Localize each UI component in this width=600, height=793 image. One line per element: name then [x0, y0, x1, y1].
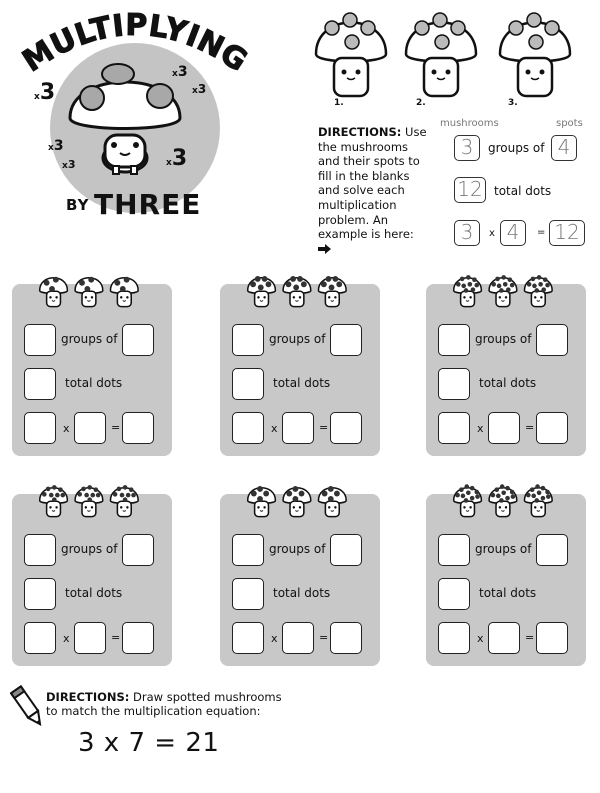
mushroom-spot: [251, 491, 257, 497]
mushroom-icon: [40, 485, 68, 517]
mushroom-icon: [318, 486, 346, 517]
mushroom-spot: [290, 276, 296, 282]
groups-input-box[interactable]: [232, 534, 264, 566]
mushroom-spot: [505, 496, 510, 501]
mushroom-spot: [503, 282, 508, 287]
mushroom-spot: [459, 487, 464, 492]
mushroom-group-icon: [22, 482, 162, 522]
groups-input-box[interactable]: [438, 324, 470, 356]
problem-card: [12, 494, 172, 666]
mushroom-spot: [329, 284, 335, 290]
mushroom-spot: [545, 490, 550, 495]
mushroom-spot: [495, 277, 500, 282]
total-input-box[interactable]: [232, 368, 264, 400]
mushroom-spot: [455, 493, 460, 498]
mushroom-spot: [120, 286, 126, 292]
mushroom-icon: [40, 277, 68, 307]
mushroom-spot: [464, 288, 469, 293]
mushroom-spot: [530, 487, 535, 492]
example-number: 3.: [508, 98, 518, 108]
mushroom-spot: [286, 491, 292, 497]
factor-b-input-box[interactable]: [282, 622, 314, 654]
example-times: x: [489, 228, 495, 239]
mushroom-spot: [55, 493, 60, 498]
spots-input-box[interactable]: [122, 534, 154, 566]
example-equals: =: [537, 227, 546, 238]
mushroom-icon: [489, 275, 517, 307]
mushroom-group-icon: [230, 482, 370, 522]
factor-b-input-box[interactable]: [74, 412, 106, 444]
mushroom-spot: [328, 486, 334, 492]
groups-input-box[interactable]: [24, 324, 56, 356]
factor-a-input-box[interactable]: [24, 412, 56, 444]
mushroom-spot: [292, 496, 298, 502]
mushroom-spot: [44, 280, 50, 286]
mushroom-spot: [299, 491, 305, 497]
bottom-equation: 3 x 7 = 21: [78, 728, 220, 758]
bottom-directions: [46, 690, 282, 718]
mushroom-group-icon: [436, 482, 576, 522]
example-total-box: 12: [454, 177, 486, 203]
total-dots-label: total dots: [65, 376, 123, 390]
mushroom-spot: [123, 497, 128, 502]
mushroom-group-icon: [230, 272, 370, 312]
mushroom-spot: [506, 287, 511, 292]
product-input-box[interactable]: [122, 412, 154, 444]
mushroom-spot: [292, 486, 298, 492]
mushroom-spot: [472, 277, 477, 282]
factor-a-input-box[interactable]: [24, 622, 56, 654]
equals-sign: =: [525, 631, 535, 644]
equals-sign: =: [319, 421, 329, 434]
product-input-box[interactable]: [536, 412, 568, 444]
groups-of-label: groups of: [61, 332, 118, 346]
problem-card: [426, 494, 586, 666]
total-dots-label: total dots: [273, 376, 331, 390]
example-eq-b: 4: [500, 220, 526, 246]
example-number: 1.: [334, 98, 344, 108]
spots-input-box[interactable]: [330, 534, 362, 566]
title-three: THREE: [94, 188, 202, 221]
mushroom-spot: [460, 277, 465, 282]
groups-input-box[interactable]: [438, 534, 470, 566]
mushroom-spot: [491, 282, 496, 287]
mushroom-spot: [531, 494, 536, 499]
mushroom-icon: [110, 277, 138, 307]
mushroom-spot: [84, 286, 90, 292]
mushroom-spot: [53, 277, 59, 283]
mushroom-spot: [266, 281, 272, 287]
mushroom-spot: [526, 493, 531, 498]
example-number: 2.: [416, 98, 426, 108]
mushroom-spot: [113, 492, 118, 497]
equals-sign: =: [111, 421, 121, 434]
mushroom-icon: [110, 485, 138, 517]
mushroom-spot: [464, 498, 469, 503]
total-dots-label: total dots: [65, 586, 123, 600]
times-sign: x: [63, 422, 70, 435]
mushroom-group-icon: [22, 272, 162, 312]
mushroom-spot: [496, 494, 501, 499]
example-mushrooms: [312, 6, 596, 114]
mushroom-spot: [501, 490, 506, 495]
problem-card: [220, 494, 380, 666]
groups-of-label: groups of: [475, 542, 532, 556]
mushroom-spot: [499, 498, 504, 503]
mushroom-spot: [123, 485, 128, 490]
factor-a-input-box[interactable]: [232, 412, 264, 444]
mushroom-spot: [494, 487, 499, 492]
factor-b-input-box[interactable]: [282, 412, 314, 444]
mushroom-spot: [470, 486, 475, 491]
mushroom-spot: [545, 283, 550, 288]
groups-of-label: groups of: [269, 542, 326, 556]
mushroom-spot: [511, 494, 516, 499]
mushroom-spot: [466, 490, 471, 495]
pencil-icon: [10, 684, 46, 730]
spots-input-box[interactable]: [330, 324, 362, 356]
mushroom-spot: [510, 283, 515, 288]
mushroom-spot: [81, 487, 86, 492]
spots-input-box[interactable]: [536, 324, 568, 356]
mushroom-icon: [524, 484, 552, 516]
groups-of-label: groups of: [269, 332, 326, 346]
mushroom-spot: [52, 485, 57, 490]
mushroom-spot: [262, 276, 268, 282]
total-input-box[interactable]: [438, 368, 470, 400]
mushroom-spot: [541, 496, 546, 501]
mushroom-spot: [257, 486, 263, 492]
product-input-box[interactable]: [330, 412, 362, 444]
total-input-box[interactable]: [438, 578, 470, 610]
mushroom-spot: [491, 493, 496, 498]
mushroom-spot: [293, 284, 299, 290]
mushroom-icon: [248, 276, 276, 307]
factor-a-input-box[interactable]: [232, 622, 264, 654]
mushroom-spot: [301, 281, 307, 287]
mushroom-spot: [117, 487, 122, 492]
mushroom-spot: [499, 288, 504, 293]
mushroom-spot: [466, 275, 471, 280]
mushroom-group-icon: [436, 272, 576, 312]
mushroom-spot: [474, 283, 479, 288]
mushroom-spot: [126, 493, 131, 498]
bottom-directions-heading: DIRECTIONS:: [46, 690, 130, 704]
mushroom-spot: [508, 277, 513, 282]
mushroom-spot: [534, 288, 539, 293]
mushroom-spot: [543, 277, 548, 282]
times-sign: x: [63, 632, 70, 645]
mushroom-icon: [283, 276, 311, 307]
mushroom-spot: [326, 276, 332, 282]
mushroom-spot: [322, 491, 328, 497]
factor-b-input-box[interactable]: [74, 622, 106, 654]
title-text: MULTIPLYING: [16, 7, 254, 80]
mushroom-spot: [541, 486, 546, 491]
factor-b-input-box[interactable]: [488, 622, 520, 654]
mushroom-spot: [336, 281, 342, 287]
mushroom-icon: [489, 484, 517, 516]
total-input-box[interactable]: [24, 368, 56, 400]
mushroom-spot: [297, 276, 303, 282]
problem-card: [426, 284, 586, 456]
mushroom-spot: [471, 287, 476, 292]
example-groups-of: groups of: [488, 141, 545, 155]
mushroom-spot: [510, 490, 515, 495]
mushroom-spot: [497, 284, 502, 289]
mushroom-spot: [131, 493, 136, 498]
x3-label: x3: [34, 80, 56, 105]
mushroom-spot: [534, 498, 539, 503]
mushroom-spot: [500, 484, 505, 489]
directions-text: [318, 125, 428, 256]
mushroom-icon: [283, 486, 311, 517]
product-input-box[interactable]: [536, 622, 568, 654]
factor-b-input-box[interactable]: [488, 412, 520, 444]
equals-sign: =: [319, 631, 329, 644]
mushroom-spot: [124, 277, 130, 283]
mushroom-spot: [321, 281, 327, 287]
bottom-directions-line2: to match the multiplication equation:: [46, 704, 261, 718]
mushroom-icon: [248, 486, 276, 517]
x3-label: x3: [172, 64, 188, 80]
mushroom-spot: [258, 284, 264, 290]
mushroom-spot: [96, 493, 101, 498]
groups-input-box[interactable]: [232, 324, 264, 356]
arrow-right-icon: [318, 244, 331, 254]
total-dots-label: total dots: [479, 586, 537, 600]
mushroom-spot: [257, 496, 263, 502]
mushroom-spot: [46, 487, 51, 492]
x3-label: x3: [166, 146, 188, 171]
x3-label: x3: [62, 158, 76, 171]
x3-label: x3: [192, 82, 207, 96]
mushroom-spot: [505, 486, 510, 491]
times-sign: x: [477, 632, 484, 645]
mushroom-spot: [42, 492, 47, 497]
mushroom-spot: [250, 281, 256, 287]
times-sign: x: [271, 422, 278, 435]
mushroom-spot: [60, 493, 65, 498]
mushroom-icon: [318, 276, 346, 307]
mushroom-spot: [464, 484, 469, 489]
example-groups-box: 3: [454, 135, 480, 161]
example-eq-a: 3: [454, 220, 480, 246]
mushroom-spot: [94, 487, 99, 492]
mushroom-spot: [87, 485, 92, 490]
mushrooms-label: mushrooms: [440, 118, 499, 129]
mushroom-spot: [58, 487, 63, 492]
times-sign: x: [477, 422, 484, 435]
mushroom-spot: [537, 490, 542, 495]
times-sign: x: [271, 632, 278, 645]
spots-label: spots: [556, 118, 583, 129]
mushroom-icon: [75, 485, 103, 517]
mushroom-spot: [77, 492, 82, 497]
mushroom-spot: [334, 491, 340, 497]
mushroom-spot: [129, 487, 134, 492]
factor-a-input-box[interactable]: [438, 412, 470, 444]
mushroom-spot: [546, 494, 551, 499]
x3-label: x3: [48, 138, 64, 154]
total-dots-label: total dots: [479, 376, 537, 390]
example-mushroom-icon: [312, 6, 596, 114]
mushroom-spot: [537, 275, 542, 280]
title-illustration: [0, 0, 300, 250]
mushroom-spot: [49, 493, 54, 498]
mushroom-spot: [538, 282, 543, 287]
mushroom-spot: [255, 276, 261, 282]
equals-sign: =: [525, 421, 535, 434]
title-by: BY: [66, 196, 90, 214]
mushroom-spot: [535, 484, 540, 489]
mushroom-spot: [114, 280, 120, 286]
example-total-dots: total dots: [494, 184, 552, 198]
mushroom-spot: [90, 493, 95, 498]
mushroom-icon: [524, 275, 552, 307]
spots-input-box[interactable]: [122, 324, 154, 356]
mushroom-spot: [532, 284, 537, 289]
groups-input-box[interactable]: [24, 534, 56, 566]
mushroom-spot: [531, 277, 536, 282]
mushroom-spot: [541, 287, 546, 292]
directions-body: Use the mushrooms and their spots to fill in the blanks and solve each multiplication problem. An example is here:: [318, 125, 427, 242]
mushroom-spot: [470, 496, 475, 501]
total-dots-label: total dots: [273, 586, 331, 600]
mushroom-spot: [328, 496, 334, 502]
mushroom-spot: [49, 286, 55, 292]
total-input-box[interactable]: [232, 578, 264, 610]
product-input-box[interactable]: [122, 622, 154, 654]
mushroom-icon: [75, 277, 103, 307]
mushroom-spot: [468, 282, 473, 287]
mushroom-spot: [88, 277, 94, 283]
mushroom-spot: [79, 280, 85, 286]
mushroom-spot: [474, 490, 479, 495]
mushroom-spot: [501, 275, 506, 280]
mushroom-spot: [87, 497, 92, 502]
mushroom-spot: [456, 282, 461, 287]
mushroom-spot: [461, 284, 466, 289]
example-spots-box: 4: [551, 135, 577, 161]
equals-sign: =: [111, 631, 121, 644]
groups-of-label: groups of: [475, 332, 532, 346]
mushroom-spot: [286, 281, 292, 287]
mushroom-spot: [332, 276, 338, 282]
bottom-directions-line1: Draw spotted mushrooms: [133, 690, 282, 704]
problem-card: [12, 284, 172, 456]
mushroom-icon: [454, 484, 482, 516]
mushroom-spot: [84, 493, 89, 498]
mushroom-spot: [52, 497, 57, 502]
mushroom-icon: [454, 275, 482, 307]
mushroom-spot: [120, 493, 125, 498]
factor-a-input-box[interactable]: [438, 622, 470, 654]
total-input-box[interactable]: [24, 578, 56, 610]
product-input-box[interactable]: [330, 622, 362, 654]
mushroom-spot: [475, 494, 480, 499]
mushroom-spot: [461, 494, 466, 499]
problem-card: [220, 284, 380, 456]
mushroom-spot: [263, 491, 269, 497]
groups-of-label: groups of: [61, 542, 118, 556]
example-eq-c: 12: [549, 220, 585, 246]
directions-heading: DIRECTIONS:: [318, 125, 402, 139]
spots-input-box[interactable]: [536, 534, 568, 566]
mushroom-spot: [527, 282, 532, 287]
